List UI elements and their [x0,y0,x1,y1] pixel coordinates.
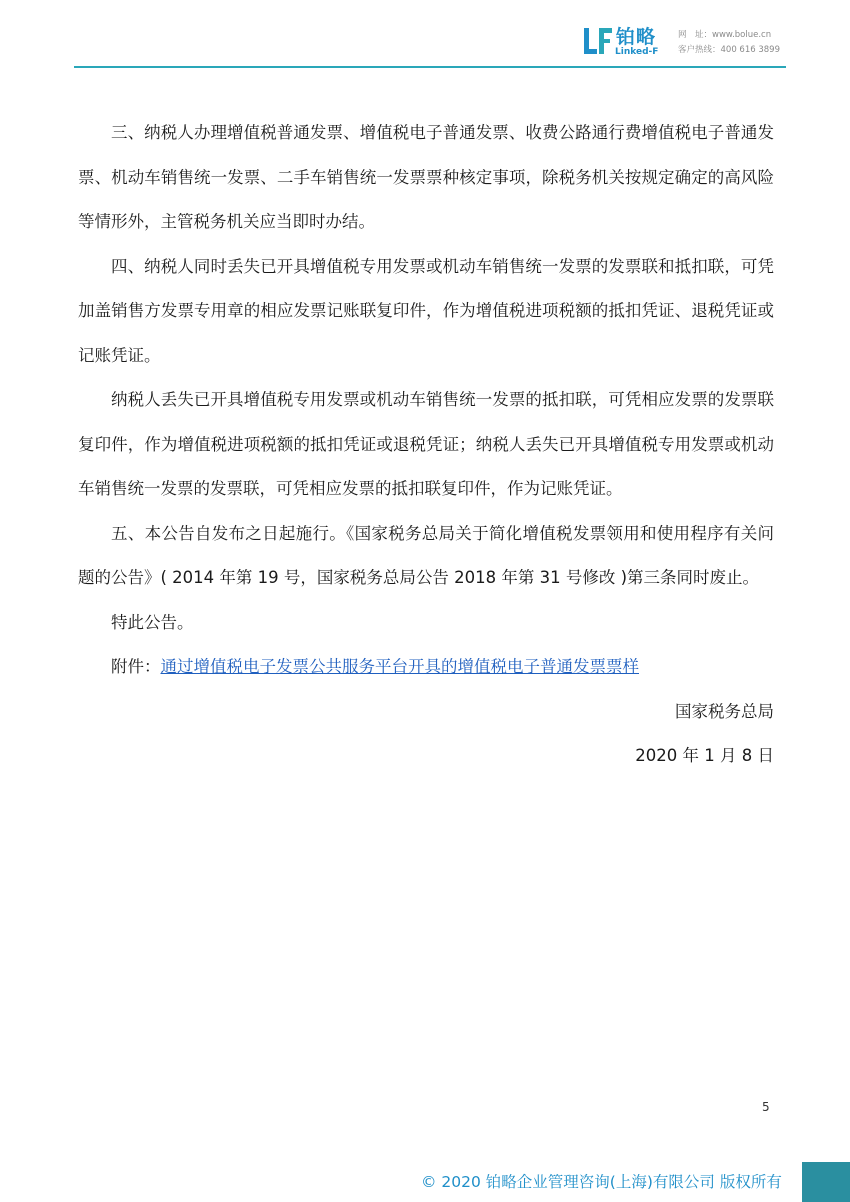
page-number: 5 [762,1100,770,1114]
footer-accent-block [802,1162,850,1202]
document-body [78,111,774,779]
hotline-text: 客户热线：400 616 3899 [678,45,780,55]
logo-english-name: Linked-F [615,47,659,57]
footer-copyright: © 2020 铂略企业管理咨询(上海)有限公司 版权所有 [421,1173,782,1191]
logo-chinese-name: 铂略 [616,26,657,48]
paragraph-lost-deduction-copy: 纳税人丢失已开具增值税专用发票或机动车销售统一发票的抵扣联，可凭相应发票的发票联复印件，作为增值税进项税额的抵扣凭证或退税凭证；纳税人丢失已开具增值税专用发票或机动车销售统一发票的发票联，可凭相应发票的抵扣联复印件，作为记账凭证。 [78,390,774,498]
header-divider [74,66,786,68]
logo-mark-icon [583,26,613,56]
header-contact [678,28,780,58]
paragraph-announcement: 特此公告。 [111,612,194,632]
paragraph-item-4: 四、纳税人同时丢失已开具增值税专用发票或机动车销售统一发票的发票联和抵扣联，可凭加盖销售方发票专用章的相应发票记账联复印件，作为增值税进项税额的抵扣凭证、退税凭证或记账凭证。 [78,256,774,365]
issuer-signature: 国家税务总局 [675,701,774,721]
attachment-label: 附件： [111,657,161,676]
attachment-link[interactable]: 通过增值税电子发票公共服务平台开具的增值税电子普通发票票样 [160,657,639,676]
paragraph-item-5: 五、本公告自发布之日起施行。《国家税务总局关于简化增值税发票领用和使用程序有关问题的公告》( 2014 年第 19 号，国家税务总局公告 2018 年第 31 号修改 )第三条同时废止。 [78,523,774,587]
attachment-line [78,645,774,690]
issue-date: 2020 年 1 月 8 日 [635,746,774,765]
paragraph-item-3: 三、纳税人办理增值税普通发票、增值税电子普通发票、收费公路通行费增值税电子普通发票、机动车销售统一发票、二手车销售统一发票票种核定事项，除税务机关按规定确定的高风险等情形外，主管税务机关应当即时办结。 [78,123,774,231]
brand-logo [583,26,665,60]
website-text: 网 址：www.bolue.cn [678,30,772,40]
